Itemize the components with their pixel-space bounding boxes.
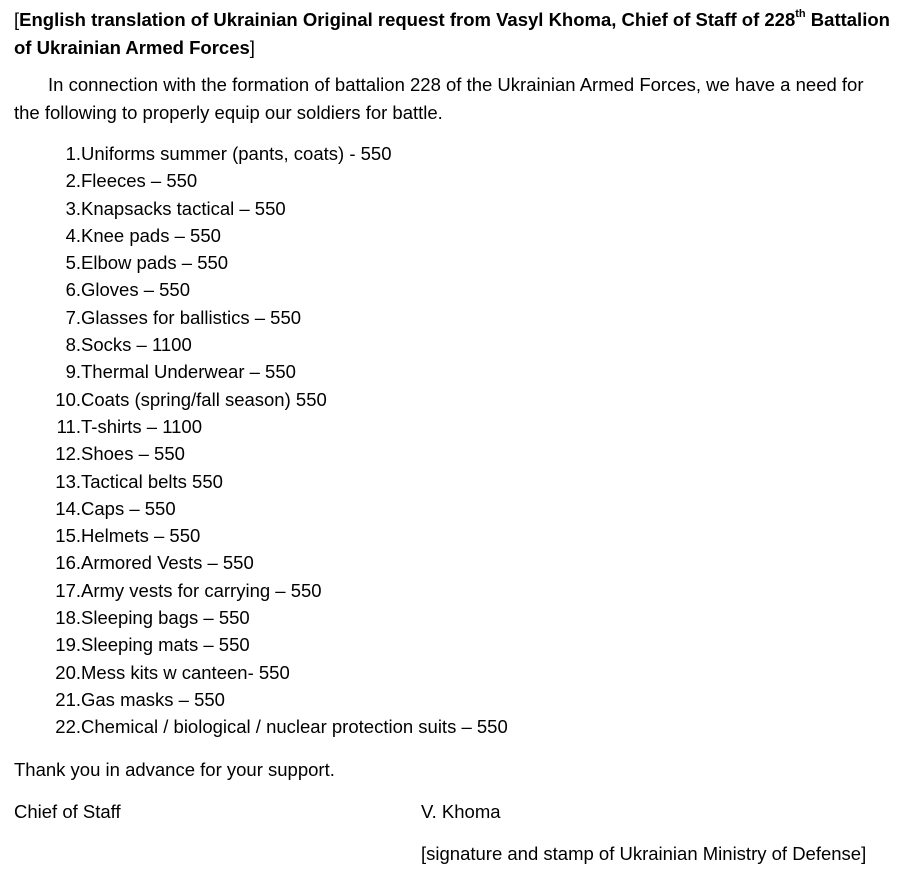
list-item-text: Sleeping mats – 550 — [81, 634, 250, 656]
list-item — [14, 495, 900, 522]
list-item-number: 1. — [65, 143, 81, 164]
list-item-text: Mess kits w canteen- 550 — [81, 661, 290, 683]
stamp-note: [signature and stamp of Ukrainian Ministry of Defense] — [421, 843, 867, 865]
list-item — [14, 604, 900, 631]
heading-close-bracket: ] — [249, 37, 255, 58]
list-item-text: Gas masks – 550 — [81, 688, 225, 710]
list-item — [14, 659, 900, 686]
list-item-text: Elbow pads – 550 — [81, 252, 229, 274]
list-item-number: 8. — [65, 334, 81, 356]
list-item — [14, 413, 900, 440]
list-item-number: 22. — [55, 716, 81, 738]
list-item-number: 4. — [65, 224, 81, 246]
list-item-text: Tactical belts 550 — [81, 470, 223, 492]
list-item — [14, 222, 900, 249]
list-item-text: T-shirts – 1100 — [81, 415, 202, 437]
list-item-number: 12. — [55, 443, 81, 465]
list-item-text: Coats (spring/fall season) 550 — [81, 388, 327, 410]
list-item-number: 19. — [55, 634, 81, 656]
list-item-text: Socks – 1100 — [81, 334, 192, 356]
list-item — [14, 331, 900, 358]
list-item-text: Uniforms summer (pants, coats) - 550 — [81, 143, 392, 164]
list-item — [14, 522, 900, 549]
list-item-number: 10. — [55, 388, 81, 410]
list-item — [14, 358, 900, 385]
list-item-text: Sleeping bags – 550 — [81, 607, 250, 629]
list-item-text: Knapsacks tactical – 550 — [81, 197, 286, 219]
intro-paragraph: In connection with the formation of battalion 228 of the Ukrainian Armed Forces, we have a need for the following to properly equip our soldiers for battle. — [14, 74, 864, 123]
list-item — [14, 195, 900, 222]
list-item-number: 13. — [55, 470, 81, 492]
list-item — [14, 468, 900, 495]
heading-title — [14, 9, 890, 58]
signature-block — [14, 798, 900, 825]
list-item-number: 20. — [55, 661, 81, 683]
list-item — [14, 140, 900, 167]
list-item-number: 6. — [65, 279, 81, 301]
list-item — [14, 386, 900, 413]
list-item-number: 15. — [55, 525, 81, 547]
list-item-text: Thermal Underwear – 550 — [81, 361, 296, 383]
list-item-number: 17. — [55, 579, 81, 601]
heading-title-start: English translation of Ukrainian Original request from Vasyl Khoma, Chief of Staff of 228 — [19, 9, 796, 30]
equipment-list — [14, 140, 900, 741]
list-item-text: Chemical / biological / nuclear protection suits – 550 — [81, 716, 508, 738]
list-item — [14, 304, 900, 331]
list-item-number: 5. — [65, 252, 81, 274]
list-item-number: 18. — [55, 607, 81, 629]
list-item-text: Knee pads – 550 — [81, 224, 221, 246]
translation-heading — [14, 6, 894, 62]
list-item-number: 16. — [55, 552, 81, 574]
list-item — [14, 549, 900, 576]
list-item — [14, 167, 900, 194]
list-item — [14, 686, 900, 713]
signer-title: Chief of Staff — [14, 800, 121, 822]
list-item — [14, 577, 900, 604]
list-item — [14, 276, 900, 303]
heading-open-bracket: [ — [14, 9, 20, 30]
list-item-number: 14. — [55, 497, 81, 519]
list-item-text: Helmets – 550 — [81, 525, 201, 547]
list-item-number: 7. — [65, 306, 81, 328]
list-item-text: Caps – 550 — [81, 497, 176, 519]
list-item-number: 21. — [55, 688, 81, 710]
list-item-text: Army vests for carrying – 550 — [81, 579, 322, 601]
list-item-number: 3. — [65, 197, 81, 219]
heading-title-end: Battalion of Ukrainian Armed Forces — [14, 9, 890, 58]
list-item-text: Armored Vests – 550 — [81, 552, 254, 574]
list-item — [14, 631, 900, 658]
list-item-number: 2. — [65, 170, 81, 192]
list-item-text: Gloves – 550 — [81, 279, 191, 301]
list-item — [14, 713, 900, 740]
list-item-text: Fleeces – 550 — [81, 170, 198, 192]
list-item-text: Glasses for ballistics – 550 — [81, 306, 302, 328]
signer-name: V. Khoma — [421, 800, 501, 822]
list-item — [14, 249, 900, 276]
list-item-text: Shoes – 550 — [81, 443, 185, 465]
closing-line: Thank you in advance for your support. — [14, 758, 335, 780]
heading-ordinal-suffix: th — [795, 8, 806, 20]
list-item-number: 11. — [56, 415, 81, 437]
list-item-number: 9. — [65, 361, 81, 383]
list-item — [14, 440, 900, 467]
